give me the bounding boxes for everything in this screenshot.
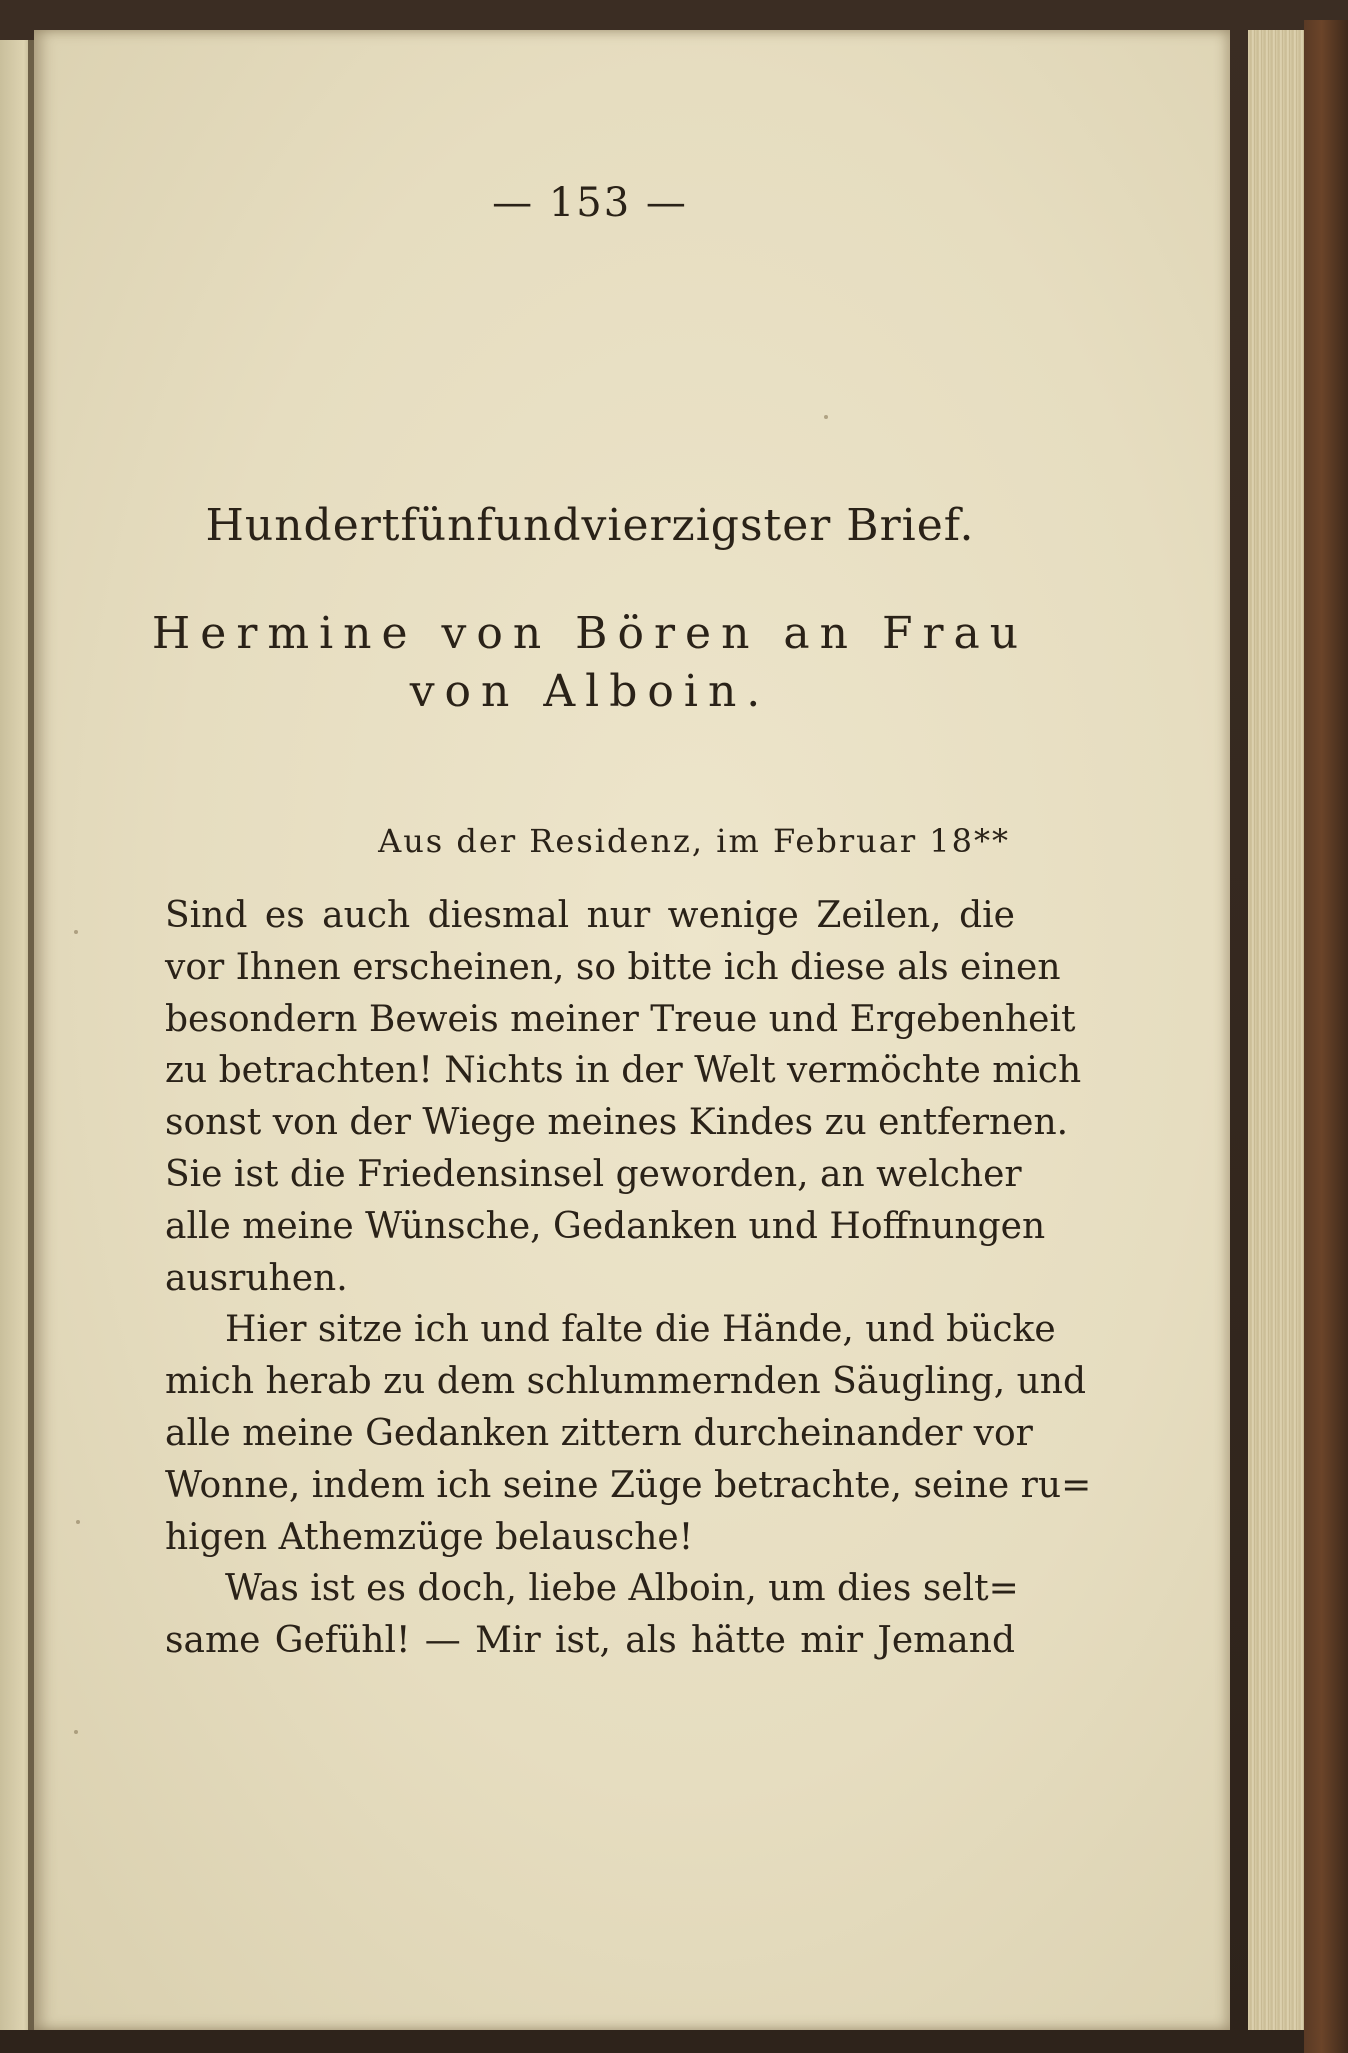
body-line: Was ist es doch, liebe Alboin, um dies selt=: [225, 1568, 1019, 1610]
paper-speck: [74, 930, 78, 934]
body-line: Wonne, indem ich seine Züge betrachte, seine ru=: [165, 1464, 1092, 1506]
body-line: zu betrachten! Nichts in der Welt vermöchte mich: [165, 1050, 1082, 1092]
body-line: Hier sitze ich und falte die Hände, und bücke: [225, 1309, 1056, 1351]
body-line: mich herab zu dem schlummernden Säugling, und: [165, 1361, 1087, 1403]
body-line: ausruhen.: [165, 1257, 348, 1299]
letter-address: Hermine von Bören an Frau von Alboin.: [151, 608, 1029, 717]
body-line: alle meine Gedanken zittern durcheinander vor: [165, 1412, 1033, 1454]
letter-body: [165, 890, 1092, 1667]
page-stack-edges: [1248, 30, 1304, 2030]
body-line: sonst von der Wiege meines Kindes zu entfernen.: [165, 1102, 1069, 1144]
book-cover-edge: [1304, 20, 1348, 2053]
body-line: same Gefühl! — Mir ist, als hätte mir Jemand: [165, 1620, 1015, 1662]
letter-title: Hundertfünfundvierzigster Brief.: [205, 500, 975, 551]
body-line: higen Athemzüge belausche!: [165, 1516, 694, 1558]
page-number: — 153 —: [492, 180, 688, 226]
body-line: besondern Beweis meiner Treue und Ergebenheit: [165, 998, 1076, 1040]
letter-dateline: Aus der Residenz, im Februar 18**: [378, 822, 1010, 860]
paper-speck: [76, 1520, 80, 1524]
body-line: alle meine Wünsche, Gedanken und Hoffnungen: [165, 1205, 1046, 1247]
body-line: vor Ihnen erscheinen, so bitte ich diese als einen: [165, 946, 1061, 988]
body-line: Sind es auch diesmal nur wenige Zeilen, die: [165, 895, 1015, 936]
paper-speck: [74, 1730, 78, 1734]
paper-speck: [824, 415, 828, 419]
body-line: Sie ist die Friedensinsel geworden, an welcher: [165, 1153, 1022, 1195]
